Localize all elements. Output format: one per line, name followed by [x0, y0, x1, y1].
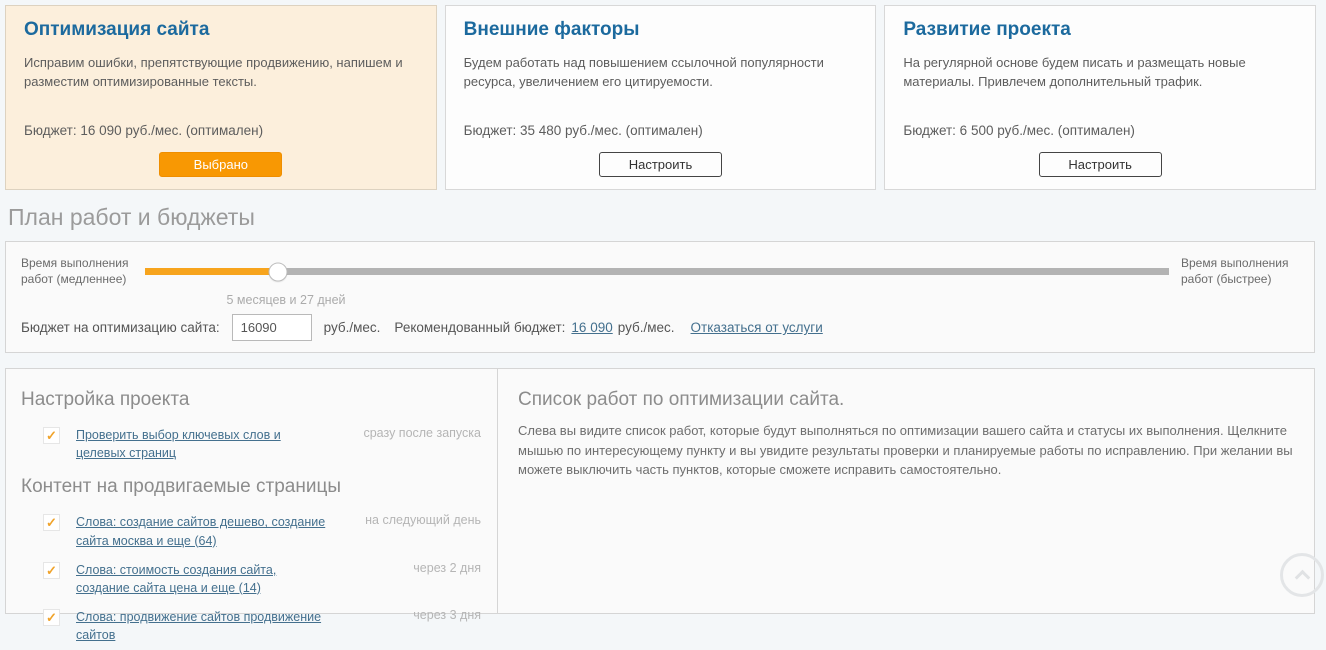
duration-value: 5 месяцев и 27 дней	[226, 293, 346, 308]
card-external-factors	[445, 5, 877, 190]
checked-checkbox[interactable]: ✓	[43, 562, 60, 579]
card-description: Исправим ошибки, препятствующие продвижению, напишем и разместим оптимизированные тексты.	[24, 55, 403, 89]
page-title: План работ и бюджеты	[8, 204, 255, 230]
card-title: Внешние факторы	[463, 19, 640, 40]
card-title: Развитие проекта	[903, 19, 1071, 40]
configure-button[interactable]: Настроить	[599, 152, 722, 177]
card-title: Оптимизация сайта	[24, 19, 210, 40]
checked-checkbox[interactable]: ✓	[43, 514, 60, 531]
card-description: На регулярной основе будем писать и размещать новые материалы. Привлечем дополнительный трафик.	[903, 55, 1246, 89]
card-actions	[464, 152, 858, 177]
slider-label-faster: Время выполнения работ (быстрее)	[1181, 256, 1289, 286]
work-item	[21, 556, 487, 603]
work-item-schedule: через 2 дня	[413, 560, 481, 575]
work-item-link[interactable]: Слова: продвижение сайтов продвижение сайтов	[76, 609, 322, 643]
configure-button[interactable]: Настроить	[1039, 152, 1162, 177]
group-title-content: Контент на продвигаемые страницы	[21, 476, 341, 498]
scroll-to-top-button[interactable]	[1280, 553, 1324, 597]
card-actions	[903, 152, 1297, 177]
works-list-column	[6, 369, 497, 643]
work-item-link[interactable]: Слова: стоимость создания сайта, создание сайта цена и еще (14)	[76, 562, 277, 595]
recommended-budget-link[interactable]: 16 090	[571, 320, 613, 336]
service-cards-row	[0, 0, 1326, 190]
work-item	[21, 508, 487, 555]
cancel-service-link[interactable]: Отказаться от услуги	[690, 320, 823, 336]
work-item-schedule: сразу после запуска	[363, 426, 481, 441]
speed-slider-row	[21, 256, 1299, 287]
speed-slider-handle[interactable]	[269, 262, 288, 281]
works-details-column	[497, 369, 1314, 613]
slider-label-slower: Время выполнения работ (медленнее)	[21, 256, 129, 286]
budget-unit: руб./мес.	[323, 320, 381, 336]
card-project-development	[884, 5, 1316, 190]
details-title: Список работ по оптимизации сайта.	[518, 389, 845, 411]
card-budget: Бюджет: 35 480 руб./мес. (оптимален)	[463, 123, 703, 138]
checked-checkbox[interactable]: ✓	[43, 427, 60, 444]
selected-button[interactable]: Выбрано	[159, 152, 282, 177]
speed-slider-track[interactable]	[145, 268, 1169, 275]
card-budget: Бюджет: 16 090 руб./мес. (оптимален)	[24, 123, 264, 138]
card-actions	[24, 152, 418, 177]
card-site-optimization	[5, 5, 437, 190]
card-description: Будем работать над повышением ссылочной популярности ресурса, увеличением его цитируемости.	[463, 55, 824, 89]
work-item-link[interactable]: Слова: создание сайтов дешево, создание сайта москва и еще (64)	[76, 515, 326, 548]
budget-row	[21, 314, 1299, 341]
details-description: Слева вы видите список работ, которые будут выполняться по оптимизации вашего сайта и статусы их выполнения. Щелкните мышью по интересующему пункту и вы увидите результаты проверки и планируемые работы по исправлению. При желании вы можете выключить часть пунктов, которые сможете исправить самостоятельно.	[518, 423, 1293, 478]
works-panel	[5, 368, 1315, 643]
work-item-schedule: через 3 дня	[413, 607, 481, 622]
work-item	[21, 603, 487, 650]
budget-input-label: Бюджет на оптимизацию сайта:	[21, 320, 220, 336]
checked-checkbox[interactable]: ✓	[43, 609, 60, 626]
chevron-up-icon	[1295, 570, 1311, 586]
group-title-project-setup: Настройка проекта	[21, 389, 190, 411]
recommended-budget-unit: руб./мес.	[617, 320, 675, 336]
work-item	[21, 421, 487, 468]
card-budget: Бюджет: 6 500 руб./мес. (оптимален)	[903, 123, 1135, 138]
work-plan-panel	[5, 241, 1315, 353]
budget-input[interactable]	[232, 314, 312, 341]
work-item-schedule: на следующий день	[365, 513, 481, 528]
speed-slider-fill	[145, 268, 278, 275]
recommended-budget-label: Рекомендованный бюджет:	[394, 320, 566, 336]
work-item-link[interactable]: Проверить выбор ключевых слов и целевых страниц	[76, 428, 281, 461]
